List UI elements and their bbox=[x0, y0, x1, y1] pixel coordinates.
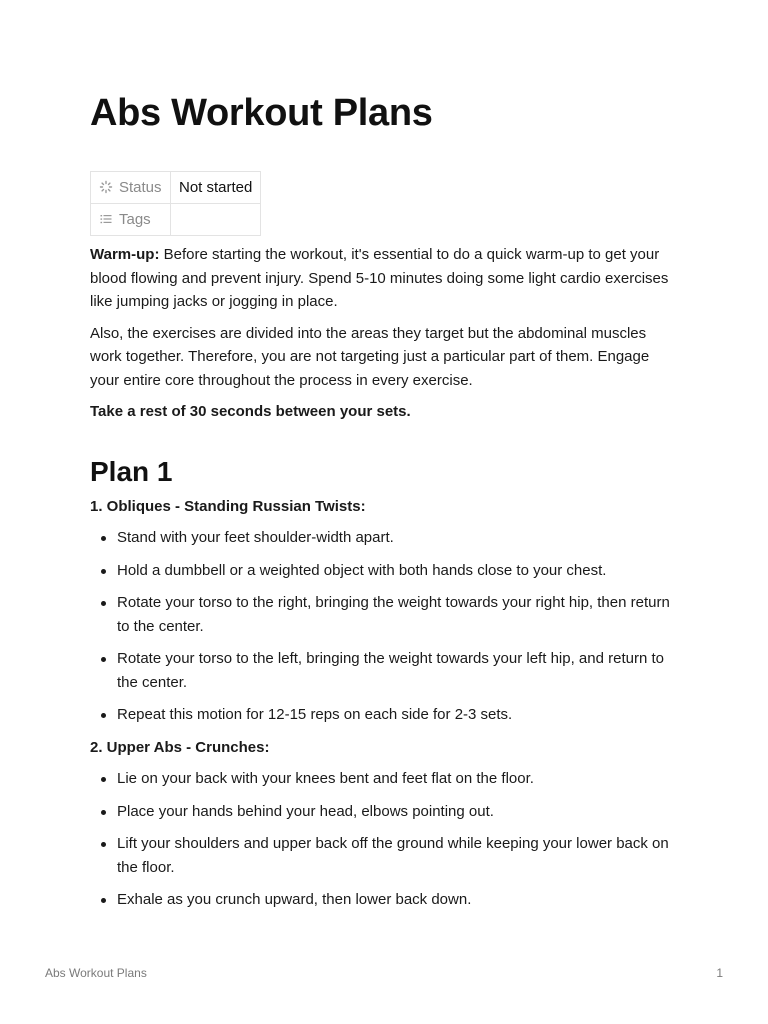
warmup-label: Warm-up: bbox=[90, 246, 160, 263]
property-key-status[interactable] bbox=[91, 172, 171, 204]
list-item: Repeat this motion for 12-15 reps on each side for 2-3 sets. bbox=[90, 703, 680, 727]
exercise-title: 1. Obliques - Standing Russian Twists: bbox=[90, 497, 366, 515]
property-value-tags[interactable] bbox=[171, 204, 261, 236]
list-item: Lie on your back with your knees bent and feet flat on the floor. bbox=[90, 767, 680, 791]
list-item: Rotate your torso to the right, bringing the weight towards your right hip, then return to the center. bbox=[90, 591, 680, 638]
intro-paragraph: Also, the exercises are divided into the areas they target but the abdominal muscles work together. Therefore, you are not targeting just a particular part of them. Engage your entire core throughout the process in every exercise. bbox=[90, 324, 650, 389]
exercise-title: 2. Upper Abs - Crunches: bbox=[90, 738, 270, 756]
property-row-tags bbox=[91, 204, 261, 236]
plan-heading: Plan 1 bbox=[90, 455, 173, 487]
document-body bbox=[90, 243, 680, 921]
footer-doc-title: Abs Workout Plans bbox=[45, 966, 147, 980]
property-key-tags[interactable] bbox=[91, 204, 171, 236]
warmup-text: Before starting the workout, it's essential to do a quick warm-up to get your blood flowing and prevent injury. Spend 5-10 minutes doing some light cardio exercises like jumping jacks or jogging in place. bbox=[90, 246, 669, 310]
property-key-label: Status bbox=[119, 179, 162, 196]
list-item: Hold a dumbbell or a weighted object with both hands close to your chest. bbox=[90, 559, 680, 583]
list-item: Stand with your feet shoulder-width apart. bbox=[90, 526, 680, 550]
list-item: Lift your shoulders and upper back off the ground while keeping your lower back on the floor. bbox=[90, 832, 680, 879]
exercise-steps-list bbox=[90, 526, 680, 727]
rest-note: Take a rest of 30 seconds between your sets. bbox=[90, 403, 411, 420]
properties-table bbox=[90, 171, 261, 236]
list-item: Exhale as you crunch upward, then lower back down. bbox=[90, 888, 680, 912]
page-title: Abs Workout Plans bbox=[90, 92, 433, 134]
warmup-paragraph bbox=[90, 243, 680, 314]
property-key-label: Tags bbox=[119, 211, 151, 228]
status-loading-icon bbox=[99, 180, 113, 194]
property-value-status[interactable]: Not started bbox=[171, 172, 261, 204]
list-item: Rotate your torso to the left, bringing the weight towards your left hip, and return to the center. bbox=[90, 647, 680, 694]
footer-page-number: 1 bbox=[716, 966, 723, 980]
list-icon bbox=[99, 212, 113, 226]
property-row-status bbox=[91, 172, 261, 204]
list-item: Place your hands behind your head, elbows pointing out. bbox=[90, 800, 680, 824]
exercise-steps-list bbox=[90, 767, 680, 912]
